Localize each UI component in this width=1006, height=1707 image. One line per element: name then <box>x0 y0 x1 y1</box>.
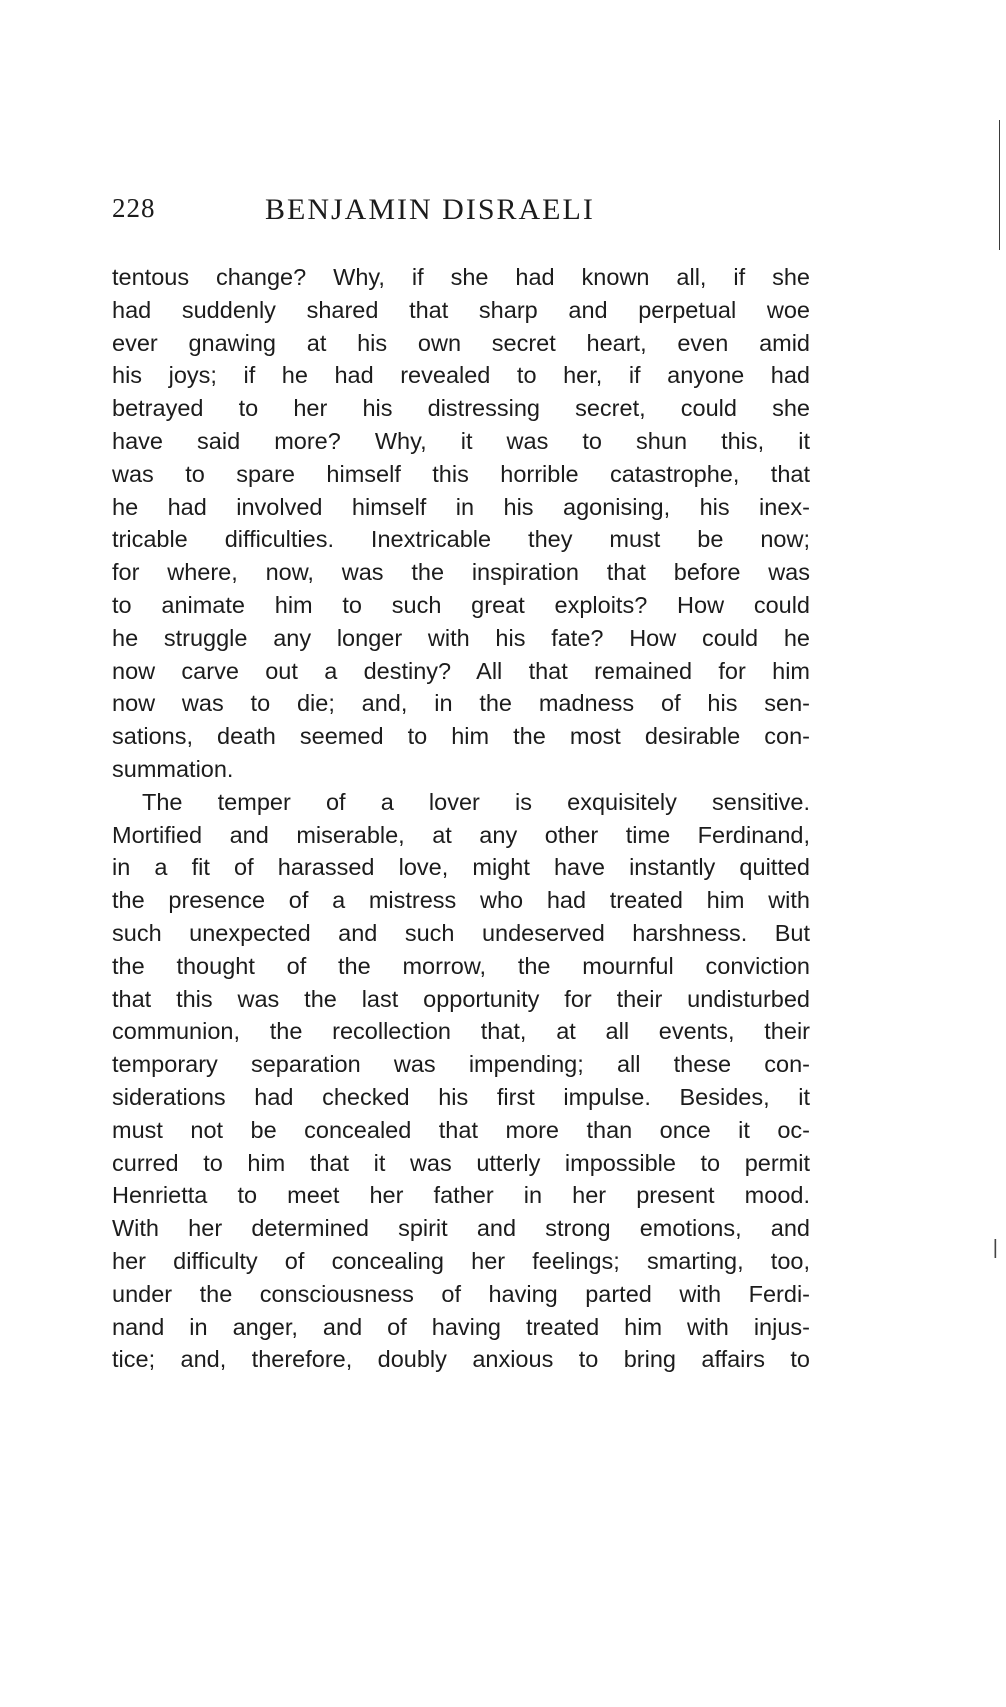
text-line: summation. <box>112 755 234 782</box>
text-line: sations, death seemed to him the most desirable con- <box>112 723 810 750</box>
text-line: communion, the recollection that, at all events, their <box>112 1018 810 1045</box>
text-line: for where, now, was the inspiration that before was <box>112 559 810 586</box>
text-line: Mortified and miserable, at any other time Ferdinand, <box>112 821 810 848</box>
text-line: the thought of the morrow, the mournful conviction <box>112 952 810 979</box>
running-title: BENJAMIN DISRAELI <box>265 193 595 226</box>
text-line: now was to die; and, in the madness of his sen- <box>112 690 810 717</box>
body-text <box>112 261 810 1376</box>
text-line: temporary separation was impending; all these con- <box>112 1051 810 1078</box>
text-line: ever gnawing at his own secret heart, even amid <box>112 329 810 356</box>
text-line: his joys; if he had revealed to her, if anyone had <box>112 362 810 389</box>
text-line: he struggle any longer with his fate? How could he <box>112 624 810 651</box>
text-line: curred to him that it was utterly impossible to permit <box>112 1149 810 1176</box>
text-line: now carve out a destiny? All that remained for him <box>112 657 810 684</box>
text-line: the presence of a mistress who had treated him with <box>112 887 810 914</box>
text-line: have said more? Why, it was to shun this, it <box>112 427 810 454</box>
text-line: he had involved himself in his agonising, his inex- <box>112 493 810 520</box>
text-line: betrayed to her his distressing secret, could she <box>112 395 810 422</box>
text-line: that this was the last opportunity for their undisturbed <box>112 985 810 1012</box>
text-line: The temper of a lover is exquisitely sensitive. <box>142 788 810 815</box>
text-line: With her determined spirit and strong emotions, and <box>112 1215 810 1242</box>
page-header <box>112 193 812 233</box>
text-line: tricable difficulties. Inextricable they must be now; <box>112 526 810 553</box>
text-line: to animate him to such great exploits? How could <box>112 591 810 618</box>
text-line: tice; and, therefore, doubly anxious to bring affairs to <box>112 1346 810 1373</box>
text-line: Henrietta to meet her father in her present mood. <box>112 1182 810 1209</box>
text-line: such unexpected and such undeserved harshness. But <box>112 919 810 946</box>
scan-artifact: | <box>992 1237 998 1259</box>
text-line: tentous change? Why, if she had known all, if she <box>112 264 810 290</box>
text-line: must not be concealed that more than once it oc- <box>112 1116 810 1143</box>
text-line: siderations had checked his first impulse. Besides, it <box>112 1083 810 1110</box>
text-line: nand in anger, and of having treated him with injus- <box>112 1313 810 1340</box>
text-line: had suddenly shared that sharp and perpetual woe <box>112 296 810 323</box>
text-line: was to spare himself this horrible catastrophe, that <box>112 460 810 487</box>
text-line: under the consciousness of having parted with Ferdi- <box>112 1280 810 1307</box>
scan-edge-line <box>999 120 1000 250</box>
page-number: 228 <box>112 193 156 223</box>
text-line: her difficulty of concealing her feelings; smarting, too, <box>112 1247 810 1274</box>
text-line: in a fit of harassed love, might have instantly quitted <box>112 854 810 881</box>
